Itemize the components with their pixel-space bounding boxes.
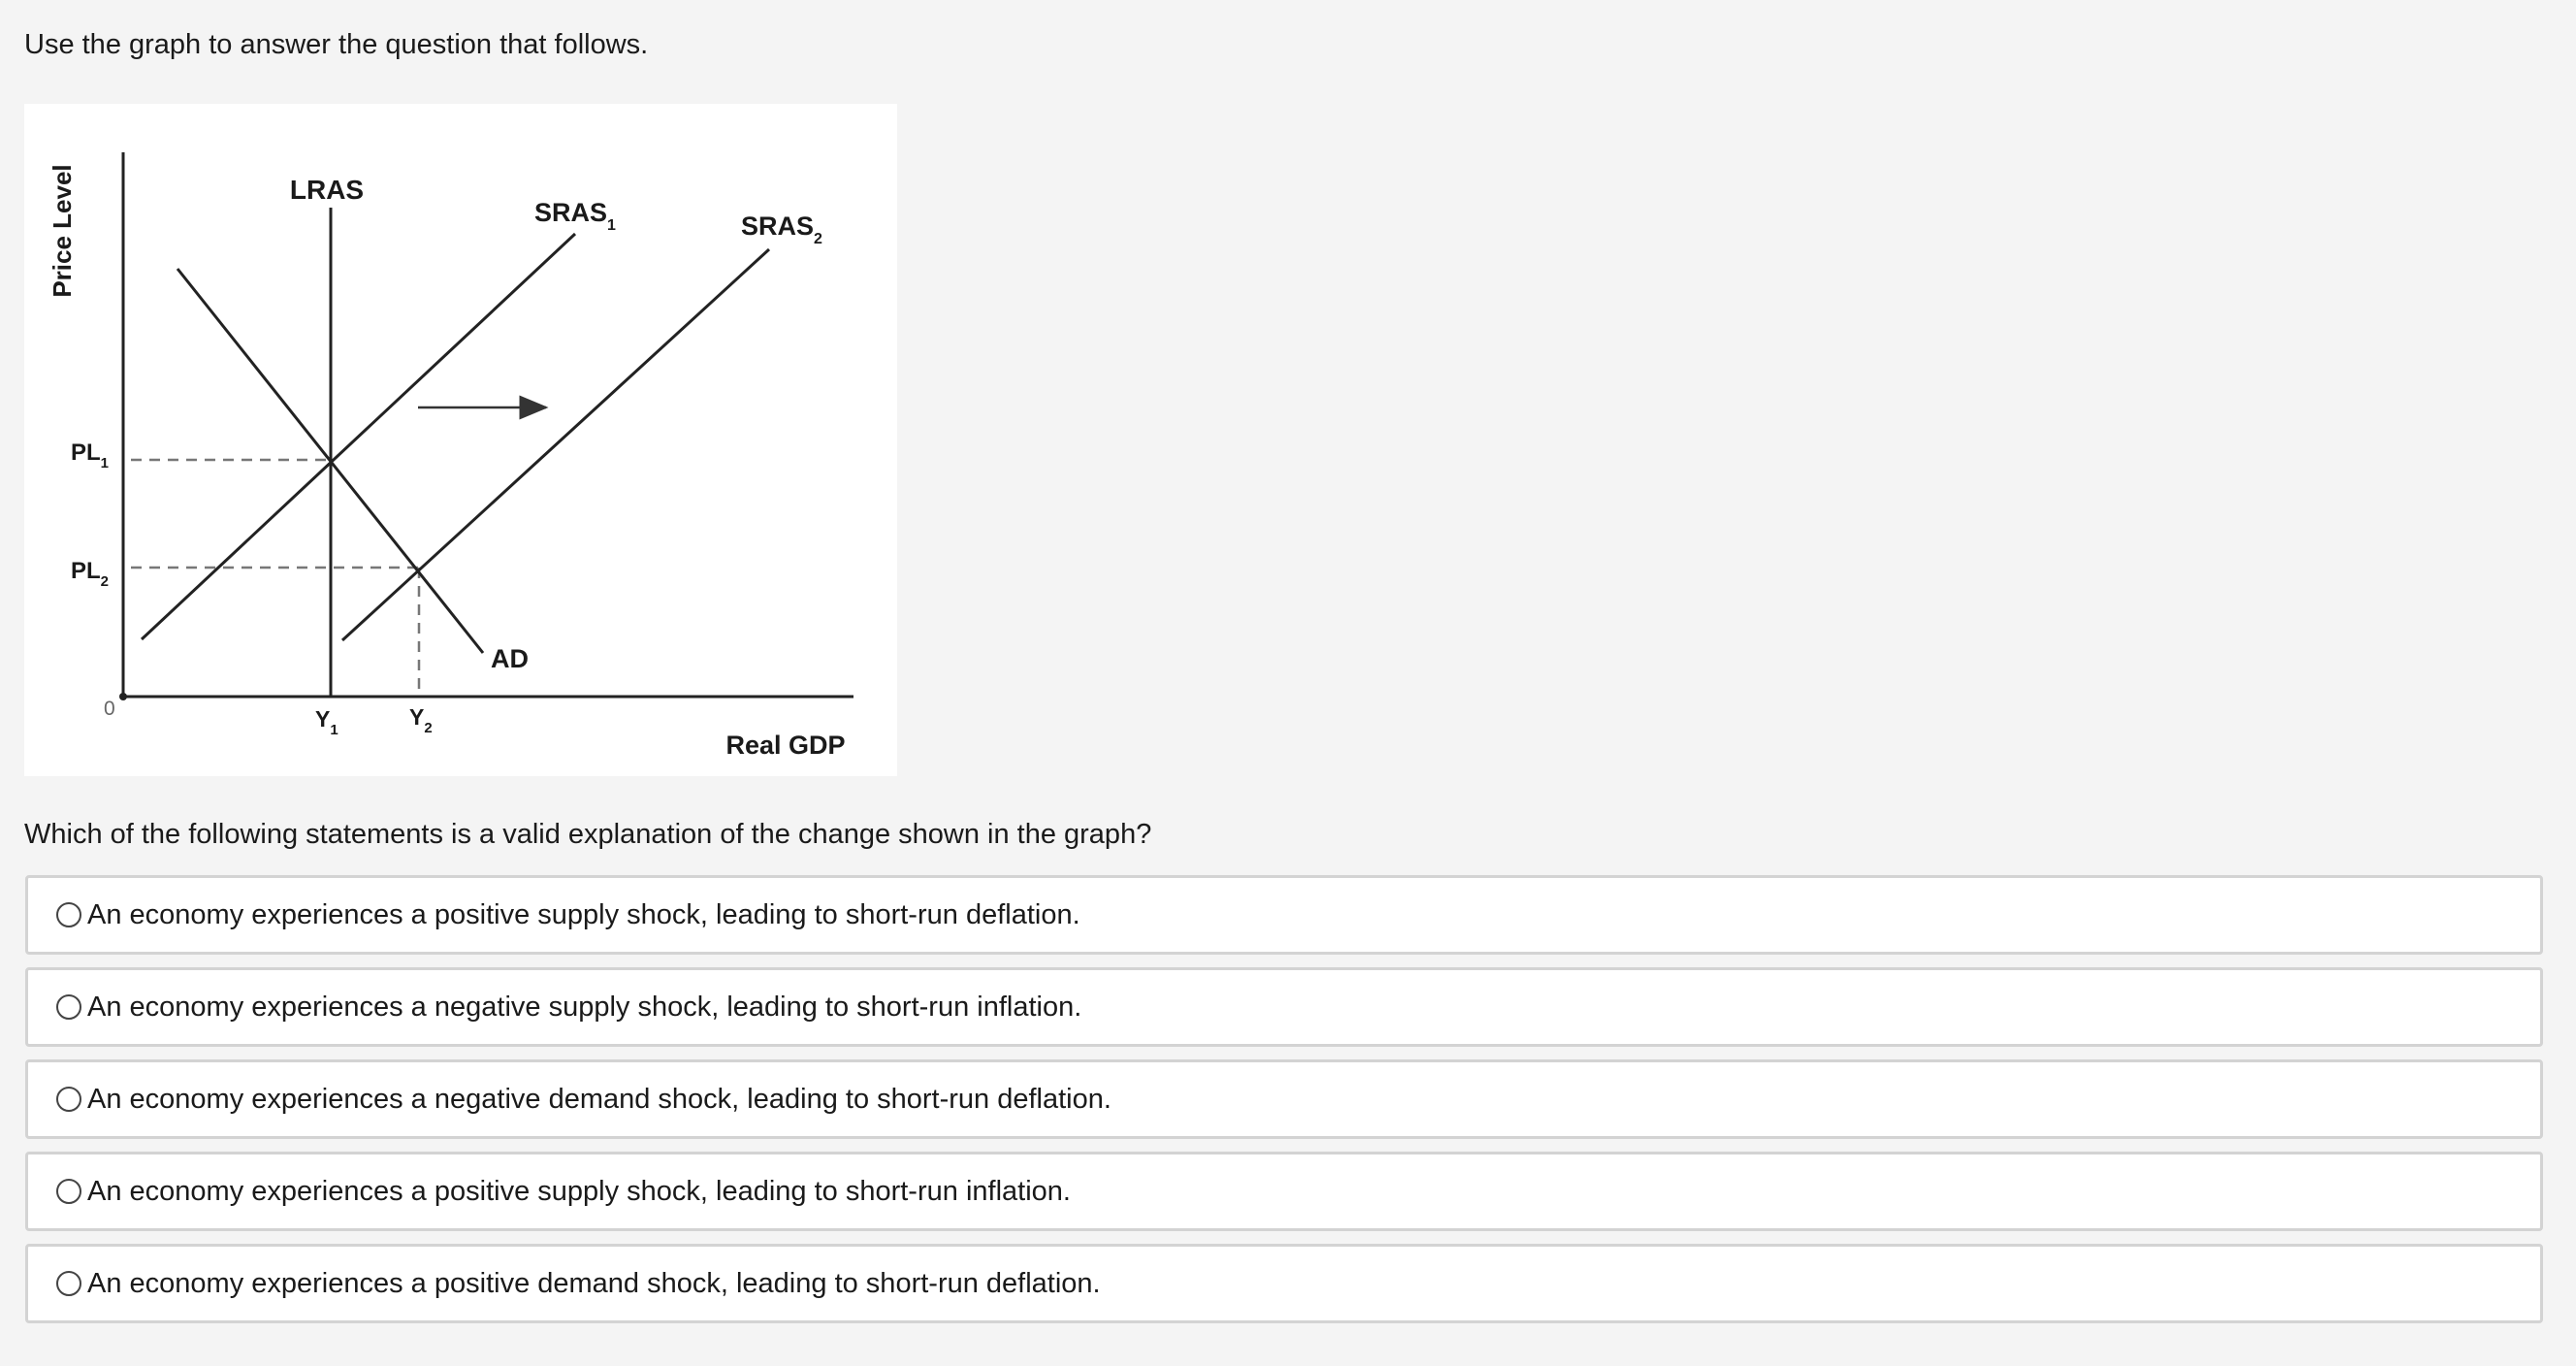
answer-option[interactable]	[25, 967, 2543, 1047]
radio-button[interactable]	[56, 1271, 81, 1296]
as-ad-graph	[24, 104, 897, 776]
answer-option[interactable]	[25, 1059, 2543, 1139]
pl2-label: $PL_2$	[71, 558, 110, 590]
radio-button[interactable]	[56, 1087, 81, 1112]
y2-label: $Y_2$	[409, 704, 433, 736]
sras2-label: $SRAS_2$	[741, 211, 822, 247]
option-label: An economy experiences a negative demand shock, leading to short-run deflation.	[87, 1084, 1111, 1115]
option-label: An economy experiences a positive supply shock, leading to short-run deflation.	[87, 899, 1080, 930]
ad-label: AD	[491, 644, 529, 673]
x-axis-label: Real GDP	[725, 731, 846, 760]
radio-button[interactable]	[56, 1179, 81, 1204]
sras1-curve	[142, 234, 575, 639]
option-label: An economy experiences a positive demand shock, leading to short-run deflation.	[87, 1268, 1101, 1299]
question-text: Which of the following statements is a valid explanation of the change shown in the graph?	[24, 819, 1152, 850]
sras1-label: $SRAS_1$	[534, 198, 616, 234]
option-label: An economy experiences a positive supply shock, leading to short-run inflation.	[87, 1176, 1071, 1207]
graph-svg	[24, 104, 897, 776]
origin-label: 0	[104, 698, 115, 720]
origin-dot	[119, 693, 127, 700]
answer-option[interactable]	[25, 1244, 2543, 1323]
y-axis-label: Price Level	[48, 164, 77, 298]
answer-option[interactable]	[25, 875, 2543, 955]
radio-button[interactable]	[56, 994, 81, 1020]
sras2-curve	[342, 249, 769, 640]
pl1-label: $PL_1$	[71, 439, 110, 472]
lras-label: LRAS	[289, 175, 365, 205]
y1-label: $Y_1$	[315, 706, 338, 738]
intro-text: Use the graph to answer the question that follows.	[24, 29, 649, 60]
answer-options	[25, 875, 2543, 1336]
option-label: An economy experiences a negative supply shock, leading to short-run inflation.	[87, 992, 1082, 1023]
radio-button[interactable]	[56, 902, 81, 927]
answer-option[interactable]	[25, 1152, 2543, 1231]
